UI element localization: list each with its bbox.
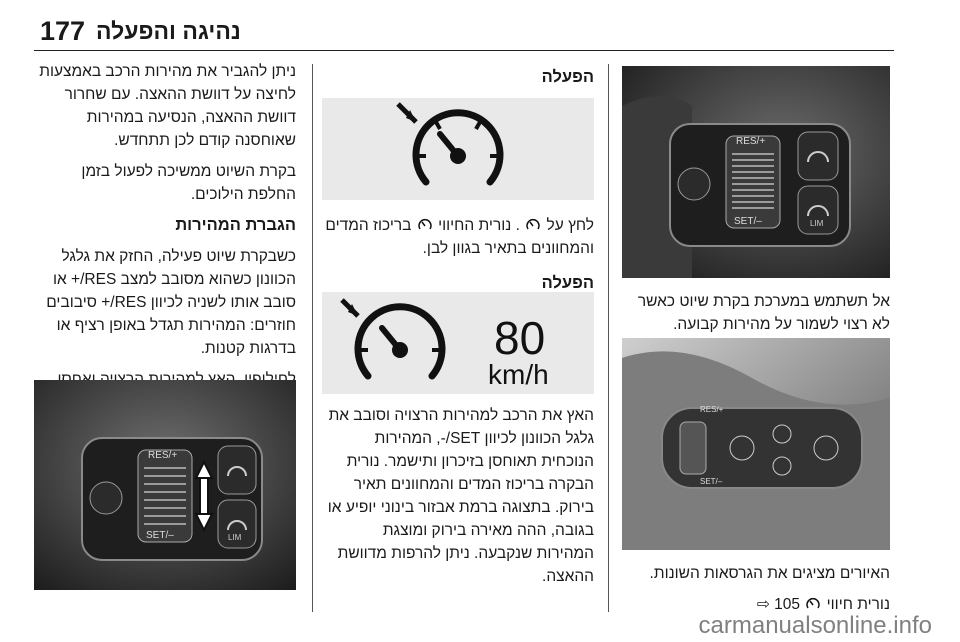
speed-value: 80 [494,312,546,364]
svg-text:RES/+: RES/+ [700,405,724,414]
chapter-title: נהיגה והפעלה [96,18,241,44]
speed-display-illustration [322,292,594,394]
svg-text:SET/–: SET/– [700,477,723,486]
gear-change-text: בקרת השיוט ממשיכה לפעול בזמן החלפת הילוכים. [81,163,296,203]
section-heading-increase-speed: הגברת המהירות [175,216,296,234]
column-divider [608,64,609,612]
svg-text:RES/+: RES/+ [148,450,178,461]
header-rule [34,50,894,51]
section-heading-activation-2: הפעלה [541,274,594,292]
increase-speed-text: כשבקרת שיוט פעילה, החזק את גלגל הכוונון כשהוא מסובב למצב RES/+ או סובב אותו לשניה לכיוון RES/+ סיבובים חוזרים: המהירות תגדל באופן רציף או בדרגות קטנות. [46,248,296,357]
page-number: 177 [40,16,86,46]
column-middle [322,60,594,97]
steering-controls-photo-3 [34,380,296,590]
activation-text: לחץ על . נורית החיווי בריכוז המדים והמחוונים בתאיר בגוון לבן. הפעלה [322,214,594,303]
res-label: RES/+ [736,136,766,147]
column-right [620,290,890,344]
cruise-warning-text: אל תשתמש במערכת בקרת שיוט כאשר לא רצוי לשמור על מהירות קבועה. [637,293,890,333]
accelerate-text: ניתן להגביר את מהירות הרכב באמצעות לחיצה על דוושת ההאצה. עם שחרור דוושת ההאצה, הנסיעה במהירות שאוחסנה קודם לכן תתחדש. [39,63,296,149]
speed-unit: km/h [488,359,549,390]
speedometer-icon [342,300,442,376]
watermark: carmanualsonline.info [698,612,932,639]
set-speed-text: האץ את הרכב למהירות הרצויה וסובב את גלגל הכוונון לכיוון SET/-, המהירות הנוכחית תאוחסן בזיכרון ותישמר. נורית הבקרה בריכוז המדים והמחוונים תאיר בירוק. בתצוגה ברמת אבזור בינוני יופיע או בגובה, ההה מאירה בירוק ומוצגת המהירות שנקבעה. ניתן להרפות מדוושת ההאצה. [327,407,594,585]
column-divider [312,64,313,612]
page-header [0,0,960,52]
indicator-reference: נורית חיווי 105 ⇨ [756,596,890,613]
set-label: SET/– [734,216,762,227]
steering-controls-photo-1 [622,66,890,278]
cruise-control-symbol-illustration [322,98,594,200]
speedometer-icon [322,98,594,200]
section-heading-activation: הפעלה [541,68,594,86]
svg-text:SET/–: SET/– [146,530,174,541]
svg-text:LIM: LIM [810,219,824,228]
cruise-control-icon [526,218,540,232]
cruise-control-icon [806,597,820,611]
illustrations-note: האיורים מציגים את הגרסאות השונות. [649,565,890,582]
svg-text:LIM: LIM [228,533,242,542]
steering-controls-photo-2 [622,338,890,550]
cruise-control-icon [418,218,432,232]
